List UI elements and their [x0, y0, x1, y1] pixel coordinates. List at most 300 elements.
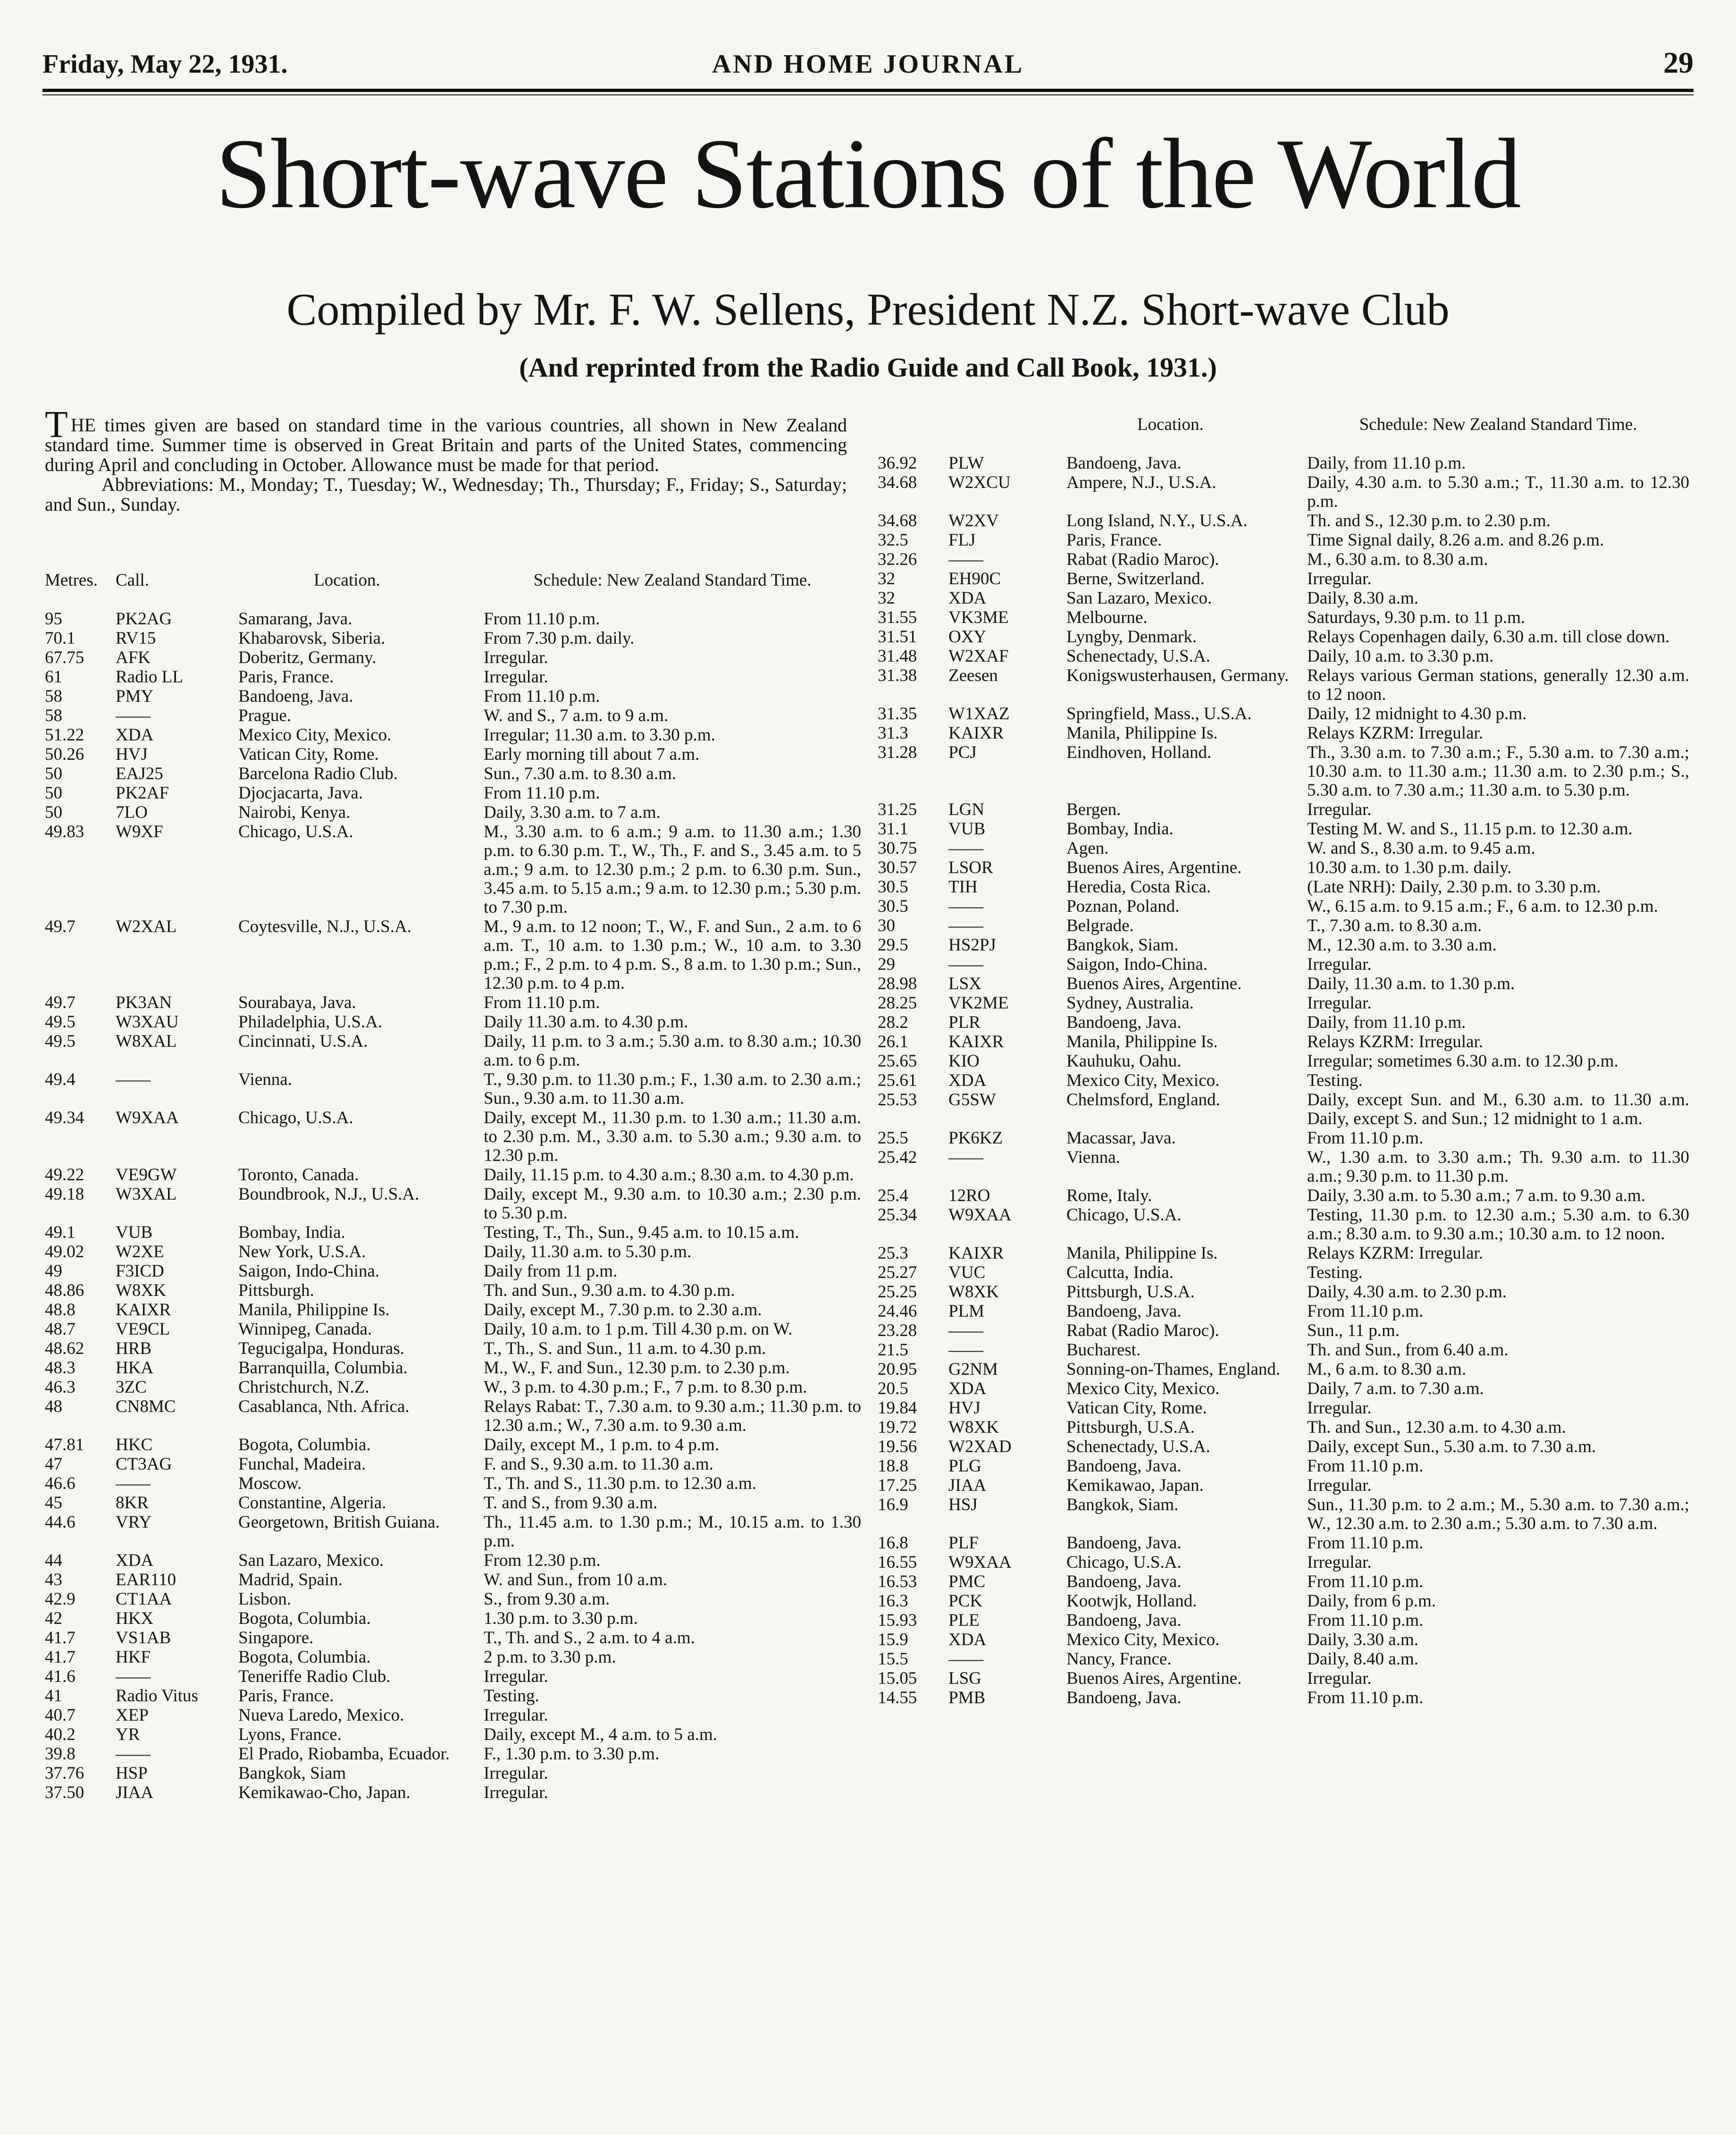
schedule-cell: 1.30 p.m. to 3.30 p.m. [484, 1609, 638, 1628]
metres-cell: 50 [45, 764, 62, 783]
station-row [878, 975, 1694, 994]
schedule-cell: Daily, except Sun. and M., 6.30 a.m. to 11.30 a.m. Daily, except S. and Sun.; 12 midnight to 1 a.m. [1307, 1090, 1689, 1128]
schedule-cell: Irregular; 11.30 a.m. to 3.30 p.m. [484, 725, 715, 745]
location-cell: Cincinnati, U.S.A. [238, 1032, 368, 1051]
station-row [878, 1206, 1694, 1244]
call-cell: KAIXR [948, 723, 1004, 743]
right-station-table [878, 415, 1694, 1708]
metres-cell: 16.55 [878, 1553, 917, 1572]
location-cell: Casablanca, Nth. Africa. [238, 1397, 410, 1416]
schedule-cell: Daily, 3.30 a.m. to 5.30 a.m.; 7 a.m. to 9.30 a.m. [1307, 1186, 1645, 1205]
location-cell: Bogota, Columbia. [238, 1609, 371, 1628]
call-cell: CT3AG [116, 1454, 172, 1474]
location-cell: Winnipeg, Canada. [238, 1320, 372, 1339]
schedule-cell: Daily, from 11.10 p.m. [1307, 1013, 1466, 1032]
call-cell: KAIXR [948, 1032, 1004, 1051]
schedule-cell: From 11.10 p.m. [1307, 1688, 1424, 1707]
station-row [45, 1070, 866, 1109]
metres-cell: 15.5 [878, 1649, 908, 1669]
call-cell: XDA [948, 1379, 987, 1398]
schedule-cell: S., from 9.30 a.m. [484, 1589, 610, 1609]
station-row [45, 1166, 866, 1185]
location-cell: Djocjacarta, Java. [238, 783, 363, 803]
station-row [45, 1629, 866, 1648]
metres-cell: 31.35 [878, 704, 917, 723]
location-cell: Belgrade. [1066, 916, 1134, 935]
location-cell: Bandoeng, Java. [1066, 1533, 1182, 1553]
call-cell: VUC [948, 1263, 986, 1282]
call-cell: W2XAF [948, 647, 1009, 666]
metres-cell: 40.7 [45, 1706, 75, 1725]
station-row [45, 629, 866, 648]
station-row [45, 668, 866, 687]
metres-cell: 42 [45, 1609, 62, 1628]
schedule-cell: From 12.30 p.m. [484, 1551, 601, 1570]
station-row [45, 1667, 866, 1687]
call-cell: VRY [116, 1513, 152, 1532]
station-row [878, 1457, 1694, 1476]
station-row [878, 916, 1694, 936]
call-cell: W9XAA [948, 1553, 1012, 1572]
location-cell: Barcelona Radio Club. [238, 764, 398, 783]
call-cell: PK3AN [116, 993, 172, 1012]
metres-cell: 48.7 [45, 1320, 75, 1339]
call-cell: —— [116, 1070, 151, 1089]
metres-cell: 28.2 [878, 1013, 908, 1032]
location-cell: Nancy, France. [1066, 1649, 1172, 1669]
metres-cell: 31.38 [878, 666, 917, 685]
metres-cell: 25.34 [878, 1205, 917, 1225]
metres-cell: 25.27 [878, 1263, 917, 1282]
schedule-cell: Irregular. [1307, 993, 1372, 1013]
call-cell: PLE [948, 1611, 980, 1630]
schedule-cell: Relays KZRM: Irregular. [1307, 1032, 1483, 1051]
schedule-cell: Irregular. [484, 667, 548, 687]
metres-cell: 24.46 [878, 1302, 917, 1321]
metres-cell: 50.26 [45, 745, 84, 764]
call-cell: —— [116, 1744, 151, 1764]
location-cell: Khabarovsk, Siberia. [238, 629, 386, 648]
metres-cell: 25.4 [878, 1186, 908, 1205]
schedule-cell: Daily, 4.30 a.m. to 2.30 p.m. [1307, 1282, 1507, 1302]
location-cell: Bangkok, Siam [238, 1764, 346, 1783]
metres-cell: 41 [45, 1686, 62, 1706]
metres-cell: 21.5 [878, 1340, 908, 1360]
call-cell: KIO [948, 1051, 980, 1071]
call-cell: PMC [948, 1572, 986, 1591]
location-cell: Vienna. [1066, 1148, 1120, 1167]
metres-cell: 50 [45, 783, 62, 803]
call-cell: HVJ [116, 745, 148, 764]
station-row [45, 1590, 866, 1609]
call-cell: W8XK [116, 1281, 166, 1300]
call-cell: LSG [948, 1669, 981, 1688]
schedule-cell: Daily, 7 a.m. to 7.30 a.m. [1307, 1379, 1484, 1398]
header-date: Friday, May 22, 1931. [42, 50, 288, 79]
schedule-cell: Irregular. [1307, 955, 1372, 974]
station-row [878, 1611, 1694, 1631]
station-row [878, 897, 1694, 916]
schedule-cell: Irregular. [484, 648, 548, 667]
schedule-cell: From 7.30 p.m. daily. [484, 629, 635, 648]
schedule-cell: Testing, T., Th., Sun., 9.45 a.m. to 10.15 a.m. [484, 1223, 799, 1242]
call-cell: 3ZC [116, 1378, 147, 1397]
call-cell: PLR [948, 1013, 981, 1032]
metres-cell: 31.48 [878, 647, 917, 666]
schedule-cell: (Late NRH): Daily, 2.30 p.m. to 3.30 p.m. [1307, 877, 1601, 897]
location-cell: Chicago, U.S.A. [238, 1108, 353, 1127]
metres-cell: 49.7 [45, 917, 75, 936]
location-cell: Berne, Switzerland. [1066, 569, 1205, 588]
schedule-cell: Irregular. [1307, 1669, 1372, 1688]
schedule-cell: Daily 11.30 a.m. to 4.30 p.m. [484, 1012, 688, 1032]
metres-cell: 16.3 [878, 1591, 908, 1611]
station-row [45, 1764, 866, 1783]
metres-cell: 47 [45, 1454, 62, 1474]
station-row [45, 726, 866, 745]
location-cell: Pittsburgh, U.S.A. [1066, 1282, 1195, 1302]
metres-cell: 32.26 [878, 550, 917, 569]
station-row [45, 1571, 866, 1590]
call-cell: —— [116, 706, 151, 725]
metres-cell: 95 [45, 609, 62, 629]
location-cell: Schenectady, U.S.A. [1066, 647, 1210, 666]
schedule-cell: T. and S., from 9.30 a.m. [484, 1493, 658, 1513]
station-row [878, 994, 1694, 1013]
station-row [878, 512, 1694, 531]
call-cell: PK2AG [116, 609, 172, 629]
col-header-schedule: Schedule: New Zealand Standard Time. [533, 571, 812, 590]
call-cell: JIAA [116, 1783, 154, 1802]
call-cell: PLW [948, 454, 984, 473]
call-cell: KAIXR [116, 1300, 171, 1320]
metres-cell: 49.34 [45, 1108, 84, 1127]
subtitle: Compiled by Mr. F. W. Sellens, President N.Z. Short-wave Club [286, 284, 1450, 335]
location-cell: Chicago, U.S.A. [1066, 1553, 1182, 1572]
call-cell: W2XE [116, 1242, 164, 1261]
schedule-cell: Irregular. [1307, 800, 1372, 819]
schedule-cell: Irregular. [1307, 1476, 1372, 1495]
call-cell: LSX [948, 974, 981, 993]
location-cell: Bandoeng, Java. [1066, 1013, 1182, 1032]
metres-cell: 16.9 [878, 1495, 908, 1514]
metres-cell: 31.1 [878, 819, 908, 839]
station-row [45, 1551, 866, 1571]
station-row [878, 1399, 1694, 1418]
call-cell: —— [948, 916, 983, 935]
location-cell: Springfield, Mass., U.S.A. [1066, 704, 1252, 723]
schedule-cell: Irregular. [484, 1783, 548, 1802]
metres-cell: 44 [45, 1551, 62, 1570]
header-rule-thick [42, 89, 1694, 92]
call-cell: Zeesen [948, 666, 998, 685]
schedule-cell: Daily, 8.30 a.m. [1307, 588, 1419, 608]
location-cell: San Lazaro, Mexico. [1066, 588, 1212, 608]
metres-cell: 30 [878, 916, 895, 935]
metres-cell: 48.3 [45, 1358, 75, 1378]
location-cell: Bandoeng, Java. [1066, 1611, 1182, 1630]
call-cell: —— [116, 1667, 151, 1686]
metres-cell: 49.5 [45, 1032, 75, 1051]
metres-cell: 58 [45, 706, 62, 725]
station-row [878, 1379, 1694, 1399]
location-cell: Philadelphia, U.S.A. [238, 1012, 383, 1032]
call-cell: Radio LL [116, 667, 183, 687]
metres-cell: 32.5 [878, 530, 908, 550]
station-row [878, 1496, 1694, 1534]
metres-cell: 25.5 [878, 1128, 908, 1148]
station-row [878, 1244, 1694, 1263]
page-number: 29 [1663, 46, 1694, 79]
schedule-cell: Daily, 3.30 a.m. [1307, 1630, 1419, 1649]
metres-cell: 51.22 [45, 725, 84, 745]
station-row [878, 589, 1694, 608]
metres-cell: 48.86 [45, 1281, 84, 1300]
call-cell: XDA [948, 1071, 987, 1090]
schedule-cell: Daily, except Sun., 5.30 a.m. to 7.30 a.m. [1307, 1437, 1596, 1456]
metres-cell: 30.75 [878, 839, 917, 858]
call-cell: CN8MC [116, 1397, 176, 1416]
schedule-cell: Th., 3.30 a.m. to 7.30 a.m.; F., 5.30 a.m. to 7.30 a.m.; 10.30 a.m. to 11.30 a.m.; 11.30 a.m. to 2.30 p.m.; S., 5.30 a.m. to 7.30 a.m.; 11.30 a.m. to 5.30 p.m. [1307, 743, 1689, 800]
metres-cell: 42.9 [45, 1589, 75, 1609]
location-cell: Buenos Aires, Argentine. [1066, 858, 1242, 877]
station-row [878, 1669, 1694, 1689]
call-cell: VUB [116, 1223, 153, 1242]
station-row [878, 666, 1694, 705]
location-cell: Sourabaya, Java. [238, 993, 356, 1012]
location-cell: Sydney, Australia. [1066, 993, 1194, 1013]
schedule-cell: Irregular. [484, 1706, 548, 1725]
header-journal: AND HOME JOURNAL [712, 50, 1024, 79]
station-row [45, 1494, 866, 1513]
col-header-call: Call. [116, 571, 149, 590]
station-row [45, 1609, 866, 1629]
station-row [878, 628, 1694, 647]
intro-text [45, 404, 847, 515]
metres-cell: 19.72 [878, 1418, 917, 1437]
schedule-cell: Daily from 11 p.m. [484, 1261, 618, 1281]
schedule-cell: T., Th. and S., 11.30 p.m. to 12.30 a.m. [484, 1474, 756, 1493]
schedule-cell: Testing. [1307, 1071, 1363, 1090]
station-row [45, 1223, 866, 1243]
metres-cell: 25.25 [878, 1282, 917, 1302]
call-cell: HSP [116, 1764, 148, 1783]
station-row [45, 1032, 866, 1070]
col-header-metres: Metres. [45, 571, 98, 590]
station-row [878, 800, 1694, 820]
schedule-cell: Daily, 11.30 a.m. to 1.30 p.m. [1307, 974, 1515, 993]
metres-cell: 32 [878, 588, 895, 608]
location-cell: Chelmsford, England. [1066, 1090, 1220, 1110]
call-cell: HS2PJ [948, 935, 996, 955]
call-cell: —— [948, 897, 983, 916]
metres-cell: 41.6 [45, 1667, 75, 1686]
station-row [45, 803, 866, 823]
location-cell: Macassar, Java. [1066, 1128, 1176, 1148]
station-row [45, 1455, 866, 1474]
metres-cell: 49.22 [45, 1165, 84, 1185]
call-cell: W9XF [116, 822, 163, 841]
schedule-cell: Daily, 10 a.m. to 3.30 p.m. [1307, 647, 1494, 666]
station-row [45, 1320, 866, 1339]
left-table-header [45, 571, 866, 610]
call-cell: G2NM [948, 1360, 998, 1379]
page-title: Short-wave Stations of the World [216, 118, 1520, 229]
call-cell: —— [116, 1474, 151, 1493]
metres-cell: 20.95 [878, 1360, 917, 1379]
call-cell: CT1AA [116, 1589, 172, 1609]
station-row [878, 473, 1694, 512]
call-cell: PLF [948, 1533, 979, 1553]
station-row [45, 648, 866, 668]
schedule-cell: From 11.10 p.m. [1307, 1456, 1424, 1476]
metres-cell: 46.6 [45, 1474, 75, 1493]
schedule-cell: T., 7.30 a.m. to 8.30 a.m. [1307, 916, 1482, 935]
metres-cell: 48.8 [45, 1300, 75, 1320]
station-row [878, 743, 1694, 800]
location-cell: Manila, Philippine Is. [1066, 723, 1218, 743]
station-row [45, 1262, 866, 1281]
location-cell: Chicago, U.S.A. [238, 822, 353, 841]
location-cell: Poznan, Poland. [1066, 897, 1180, 916]
call-cell: VS1AB [116, 1628, 171, 1647]
location-cell: Schenectady, U.S.A. [1066, 1437, 1210, 1456]
station-row [878, 1071, 1694, 1091]
location-cell: Boundbrook, N.J., U.S.A. [238, 1185, 419, 1204]
location-cell: Mexico City, Mexico. [1066, 1630, 1220, 1649]
call-cell: G5SW [948, 1090, 996, 1110]
schedule-cell: Relays Copenhagen daily, 6.30 a.m. till close down. [1307, 627, 1670, 647]
station-row [878, 608, 1694, 628]
location-cell: Bandoeng, Java. [1066, 1302, 1182, 1321]
station-row [878, 1283, 1694, 1302]
call-cell: XDA [116, 1551, 154, 1570]
location-cell: Sonning-on-Thames, England. [1066, 1360, 1281, 1379]
call-cell: KAIXR [948, 1244, 1004, 1263]
call-cell: W8XAL [116, 1032, 177, 1051]
schedule-cell: Sun., 7.30 a.m. to 8.30 a.m. [484, 764, 677, 783]
station-row [878, 1437, 1694, 1457]
location-cell: Madrid, Spain. [238, 1570, 343, 1589]
schedule-cell: W., 6.15 a.m. to 9.15 a.m.; F., 6 a.m. to 12.30 p.m. [1307, 897, 1658, 916]
metres-cell: 34.68 [878, 473, 917, 492]
call-cell: W2XCU [948, 473, 1011, 492]
metres-cell: 49.18 [45, 1185, 84, 1204]
station-row [878, 1091, 1694, 1129]
schedule-cell: Relays KZRM: Irregular. [1307, 723, 1483, 743]
call-cell: JIAA [948, 1476, 987, 1495]
location-cell: Bandoeng, Java. [1066, 454, 1182, 473]
metres-cell: 49.1 [45, 1223, 75, 1242]
call-cell: YR [116, 1725, 140, 1744]
metres-cell: 25.53 [878, 1090, 917, 1110]
schedule-cell: W., 1.30 a.m. to 3.30 a.m.; Th. 9.30 a.m. to 11.30 a.m.; 9.30 p.m. to 11.30 p.m. [1307, 1148, 1689, 1186]
call-cell: HKX [116, 1609, 154, 1628]
call-cell: —— [948, 1321, 983, 1340]
left-station-table [45, 571, 866, 1803]
station-row [878, 1553, 1694, 1572]
location-cell: Rabat (Radio Maroc). [1066, 1321, 1219, 1340]
station-row [878, 1650, 1694, 1669]
call-cell: PMY [116, 687, 154, 706]
location-cell: Kauhuku, Oahu. [1066, 1051, 1182, 1071]
schedule-cell: Testing. [1307, 1263, 1363, 1282]
metres-cell: 47.81 [45, 1435, 84, 1454]
metres-cell: 16.8 [878, 1533, 908, 1553]
call-cell: HKC [116, 1435, 153, 1454]
call-cell: EAJ25 [116, 764, 163, 783]
schedule-cell: From 11.10 p.m. [1307, 1611, 1424, 1630]
call-cell: —— [948, 1148, 983, 1167]
col-header-location: Location. [1137, 415, 1204, 434]
call-cell: F3ICD [116, 1261, 164, 1281]
call-cell: —— [948, 955, 983, 974]
schedule-cell: Early morning till about 7 a.m. [484, 745, 700, 764]
station-row [45, 1109, 866, 1166]
station-row [878, 705, 1694, 724]
location-cell: Barranquilla, Columbia. [238, 1358, 408, 1378]
station-row [878, 1631, 1694, 1650]
location-cell: Kemikawao, Japan. [1066, 1476, 1204, 1495]
location-cell: Manila, Philippine Is. [238, 1300, 390, 1320]
schedule-cell: Daily, 3.30 a.m. to 7 a.m. [484, 803, 661, 822]
location-cell: Bogota, Columbia. [238, 1435, 371, 1454]
station-row [878, 839, 1694, 858]
location-cell: Prague. [238, 706, 291, 725]
location-cell: Lyngby, Denmark. [1066, 627, 1197, 647]
call-cell: W2XV [948, 511, 999, 530]
location-cell: Bogota, Columbia. [238, 1647, 371, 1667]
location-cell: Bandoeng, Java. [238, 687, 353, 706]
location-cell: Kootwjk, Holland. [1066, 1591, 1197, 1611]
metres-cell: 29 [878, 955, 895, 974]
metres-cell: 40.2 [45, 1725, 75, 1744]
station-row [878, 1572, 1694, 1592]
schedule-cell: F., 1.30 p.m. to 3.30 p.m. [484, 1744, 660, 1764]
station-row [878, 1129, 1694, 1148]
station-row [878, 936, 1694, 955]
schedule-cell: M., 9 a.m. to 12 noon; T., W., F. and Sun., 2 a.m. to 6 a.m. T., 10 a.m. to 1.30 p.m.; W., 10 a.m. to 3.30 p.m.; F., 2 p.m. to 4 p.m. S., 8 a.m. to 1.30 p.m.; Sun., 12.30 p.m. to 4 p.m. [484, 917, 861, 993]
schedule-cell: Daily, except M., 11.30 p.m. to 1.30 a.m.; 11.30 a.m. to 2.30 p.m. M., 3.30 a.m. to 5.30 a.m.; 9.30 a.m. to 12.30 p.m. [484, 1108, 861, 1165]
call-cell: OXY [948, 627, 987, 647]
metres-cell: 26.1 [878, 1032, 908, 1051]
schedule-cell: Testing, 11.30 p.m. to 12.30 a.m.; 5.30 a.m. to 6.30 a.m.; 8.30 a.m. to 9.30 a.m.; 10.30 a.m. to 12 noon. [1307, 1205, 1689, 1244]
location-cell: El Prado, Riobamba, Ecuador. [238, 1744, 450, 1764]
metres-cell: 34.68 [878, 511, 917, 530]
location-cell: Bombay, India. [1066, 819, 1174, 839]
location-cell: Teneriffe Radio Club. [238, 1667, 391, 1686]
station-row [878, 454, 1694, 473]
schedule-cell: From 11.10 p.m. [1307, 1302, 1424, 1321]
schedule-cell: W. and Sun., from 10 a.m. [484, 1570, 668, 1589]
station-row [878, 570, 1694, 589]
schedule-cell: Testing. [484, 1686, 539, 1706]
call-cell: VUB [948, 819, 986, 839]
call-cell: 8KR [116, 1493, 149, 1513]
location-cell: Mexico City, Mexico. [1066, 1379, 1220, 1398]
station-row [45, 1745, 866, 1764]
schedule-cell: From 11.10 p.m. [1307, 1533, 1424, 1553]
metres-cell: 17.25 [878, 1476, 917, 1495]
metres-cell: 25.65 [878, 1051, 917, 1071]
schedule-cell: M., 12.30 a.m. to 3.30 a.m. [1307, 935, 1497, 955]
schedule-cell: Daily, 4.30 a.m. to 5.30 a.m.; T., 11.30 a.m. to 12.30 p.m. [1307, 473, 1689, 511]
location-cell: Georgetown, British Guiana. [238, 1513, 440, 1532]
metres-cell: 32 [878, 569, 895, 588]
metres-cell: 15.93 [878, 1611, 917, 1630]
call-cell: VE9CL [116, 1320, 170, 1339]
call-cell: LSOR [948, 858, 993, 877]
